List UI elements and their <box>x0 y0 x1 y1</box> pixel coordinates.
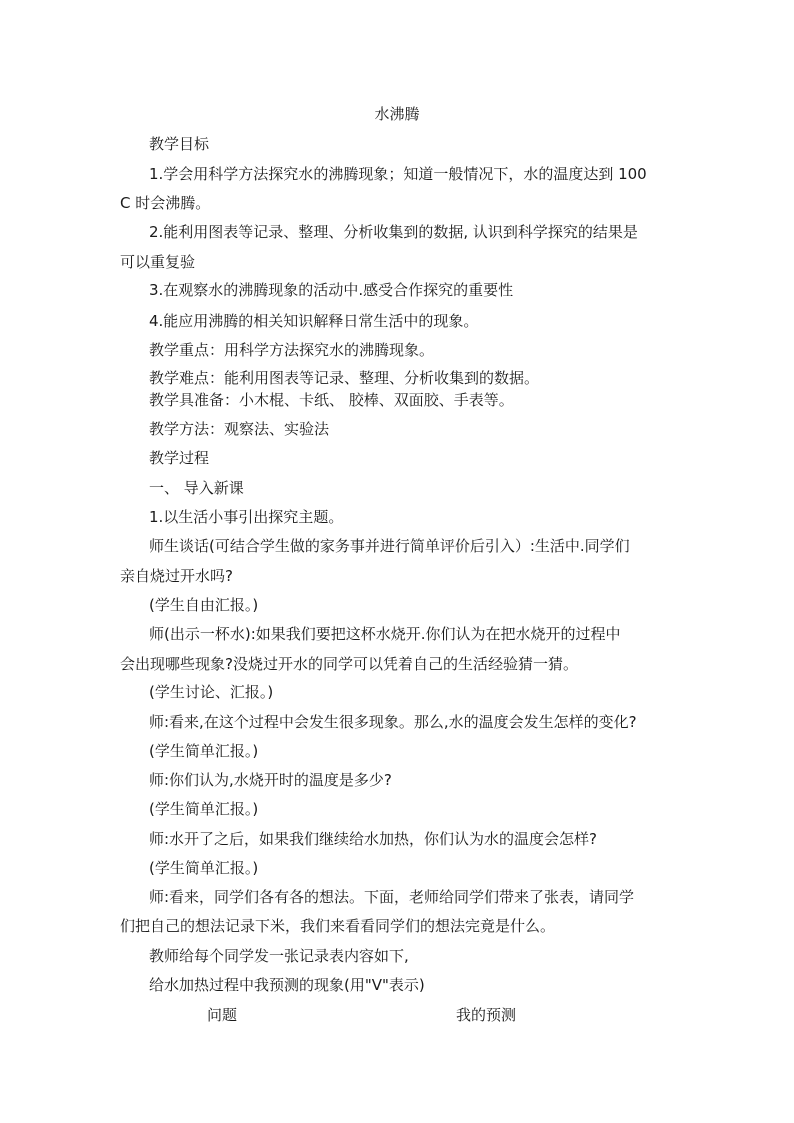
text-line: 师:你们认为,水烧开时的温度是多少? <box>149 771 392 789</box>
document-title: 水沸腾 <box>374 105 420 123</box>
text-line: 教学具准备：小木棍、卡纸、 胶棒、双面胶、手表等。 <box>149 391 514 409</box>
text-line: 2.能利用图表等记录、整理、分析收集到的数据, 认识到科学探究的结果是 <box>149 223 638 241</box>
text-line: 教师给每个同学发一张记录表内容如下, <box>149 947 409 965</box>
text-line: 3.在观察水的沸腾现象的活动中.感受合作探究的重要性 <box>149 281 514 299</box>
text-line: 4.能应用沸腾的相关知识解释日常生活中的现象。 <box>149 312 479 330</box>
text-line: (学生简单汇报。) <box>149 800 259 818</box>
text-line: 教学方法：观察法、实验法 <box>149 420 330 438</box>
text-line: (学生讨论、汇报。) <box>149 683 274 701</box>
text-line: C 时会沸腾。 <box>120 194 211 212</box>
text-line: 一、 导入新课 <box>149 479 244 497</box>
table-header-prediction: 我的预测 <box>456 1006 517 1024</box>
text-line: 师生谈话(可结合学生做的家务事并进行简单评价后引入）:生活中.同学们 <box>149 537 630 555</box>
table-header-question: 问题 <box>207 1006 238 1024</box>
text-line: (学生简单汇报。) <box>149 742 259 760</box>
text-line: 可以重复验 <box>120 253 196 271</box>
text-line: 给水加热过程中我预测的现象(用"V"表示) <box>149 976 425 994</box>
text-line: 会出现哪些现象?没烧过开水的同学可以凭着自己的生活经验猜一猜。 <box>120 655 578 673</box>
text-line: 教学过程 <box>149 449 210 467</box>
text-line: 1.以生活小事引出探究主题。 <box>149 508 344 526</box>
text-line: 教学重点：用科学方法探究水的沸腾现象。 <box>149 341 435 359</box>
text-line: (学生简单汇报。) <box>149 859 259 877</box>
text-line: 教学目标 <box>149 135 210 153</box>
text-line: 1.学会用科学方法探究水的沸腾现象；知道一般情况下，水的温度达到 100 <box>149 165 647 183</box>
text-line: 师(出示一杯水):如果我们要把这杯水烧开.你们认为在把水烧开的过程中 <box>149 625 621 643</box>
text-line: 师:水开了之后，如果我们继续给水加热，你们认为水的温度会怎样? <box>149 830 598 848</box>
text-line: (学生自由汇报。) <box>149 596 259 614</box>
text-line: 师:看来,在这个过程中会发生很多现象。那么,水的温度会发生怎样的变化? <box>149 713 637 731</box>
text-line: 师:看来，同学们各有各的想法。下面，老师给同学们带来了张表，请同学 <box>149 888 635 906</box>
text-line: 们把自己的想法记录下米，我们来看看同学们的想法完竟是什么。 <box>120 917 556 935</box>
text-line: 亲自烧过开水吗? <box>120 567 233 585</box>
text-line: 教学难点：能利用图表等记录、整理、分析收集到的数据。 <box>149 369 540 387</box>
